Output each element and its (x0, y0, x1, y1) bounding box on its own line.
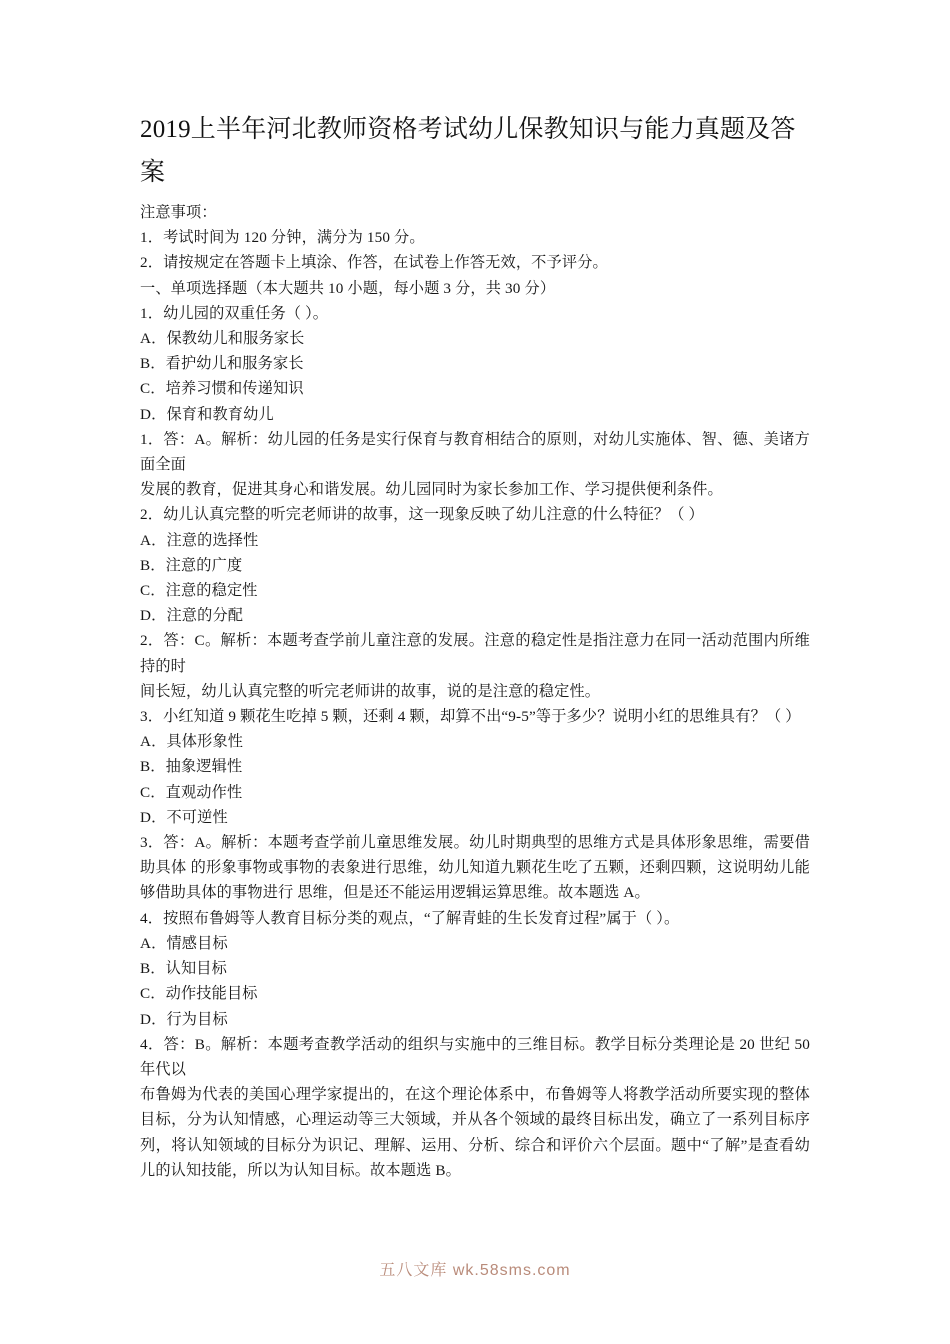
text-line: 3．小红知道 9 颗花生吃掉 5 颗，还剩 4 颗，却算不出“9-5”等于多少？说明小红的思维具有？（ ） (140, 708, 801, 726)
text-line: 3．答：A。解析：本题考查学前儿童思维发展。幼儿时期典型的思维方式是具体形象思维，需要借助具体 的形象事物或事物的表象进行思维，幼儿知道九颗花生吃了五颗，还剩四颗，这说明幼儿能够借助具体的事物进行 思维，但是还不能运用逻辑运算思维。故本题选 A。 (140, 834, 810, 902)
text-line: A．具体形象性 (140, 733, 244, 751)
text-line: 一、单项选择题（本大题共 10 小题，每小题 3 分，共 30 分） (140, 279, 556, 297)
text-line: D．不可逆性 (140, 808, 228, 826)
footer-watermark: 五八文库 wk.58sms.com (379, 1262, 571, 1279)
text-line: B．看护幼儿和服务家长 (140, 355, 304, 373)
document-body (140, 200, 814, 1183)
text-line: C．培养习惯和传递知识 (140, 380, 304, 398)
text-line: C．直观动作性 (140, 783, 243, 801)
text-line: 注意事项： (140, 204, 217, 221)
text-line: 1．幼儿园的双重任务（ ）。 (140, 304, 329, 322)
text-line: 1．考试时间为 120 分钟，满分为 150 分。 (140, 229, 425, 247)
text-line: 4．答：B。解析：本题考查教学活动的组织与实施中的三维目标。教学目标分类理论是 20 世纪 50 年代以 (140, 1035, 814, 1078)
text-line: 4．按照布鲁姆等人教育目标分类的观点，“了解青蛙的生长发育过程”属于（ ）。 (140, 909, 680, 927)
text-line: B．注意的广度 (140, 556, 243, 574)
text-line: B．抽象逻辑性 (140, 758, 243, 776)
text-line: 2．幼儿认真完整的听完老师讲的故事，这一现象反映了幼儿注意的什么特征？（ ） (140, 506, 704, 524)
text-line: D．行为目标 (140, 1010, 228, 1028)
text-line: 1．答：A。解析：幼儿园的任务是实行保育与教育相结合的原则，对幼儿实施体、智、德、美诸方面全面 (140, 430, 810, 474)
text-line: A．情感目标 (140, 934, 228, 952)
text-line: 2．答：C。解析：本题考查学前儿童注意的发展。注意的稳定性是指注意力在同一活动范围内所维持的时 (140, 632, 810, 675)
text-line: 发展的教育，促进其身心和谐发展。幼儿园同时为家长参加工作、学习提供便利条件。 (140, 481, 723, 499)
text-line: 布鲁姆为代表的美国心理学家提出的，在这个理论体系中，布鲁姆等人将教学活动所要实现的整体目标，分为认知情感，心理运动等三大领域，并从各个领域的最终目标出发，确立了一系列目标序列，将认知领域的目标分为识记、理解、运用、分析、综合和评价六个层面。题中“了解”是查看幼儿的认知技能，所以为认知目标。故本题选 B。 (140, 1086, 810, 1179)
page-title: 2019上半年河北教师资格考试幼儿保教知识与能力真题及答案 (140, 116, 796, 186)
text-line: 间长短，幼儿认真完整的听完老师讲的故事，说的是注意的稳定性。 (140, 682, 601, 700)
text-line: C．动作技能目标 (140, 985, 258, 1003)
text-line: C．注意的稳定性 (140, 582, 258, 600)
text-line: D．注意的分配 (140, 607, 244, 625)
text-line: A．注意的选择性 (140, 531, 259, 549)
text-line: B．认知目标 (140, 960, 227, 978)
text-line: 2．请按规定在答题卡上填涂、作答，在试卷上作答无效，不予评分。 (140, 254, 608, 272)
text-line: A．保教幼儿和服务家长 (140, 330, 305, 348)
text-line: D．保育和教育幼儿 (140, 405, 274, 423)
